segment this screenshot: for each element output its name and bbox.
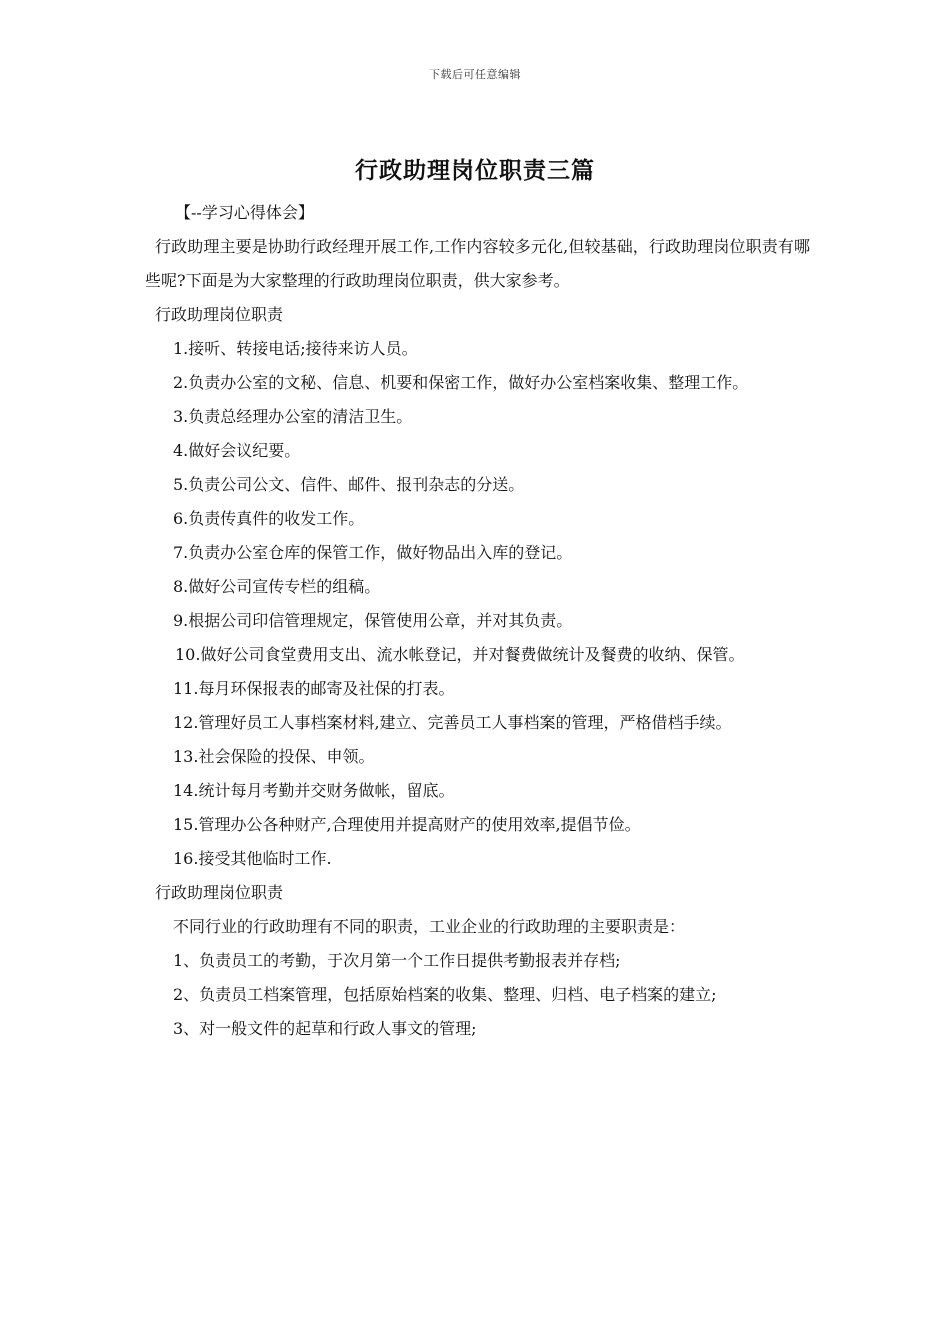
document-body [145,196,810,1046]
section-intro: 不同行业的行政助理有不同的职责，工业企业的行政助理的主要职责是： [173,917,686,936]
duty-item: 10.做好公司食堂费用支出、流水帐登记，并对餐费做统计及餐费的收纳、保管。 [175,645,745,664]
duty-item: 9.根据公司印信管理规定，保管使用公章，并对其负责。 [173,611,573,630]
duty-item: 6.负责传真件的收发工作。 [173,509,365,528]
duty-item: 11.每月环保报表的邮寄及社保的打表。 [173,679,455,698]
duty-item: 3、对一般文件的起草和行政人事文的管理; [173,1019,477,1038]
header-note: 下载后可任意编辑 [429,68,521,81]
document-title: 行政助理岗位职责三篇 [355,157,595,184]
duty-item: 1、负责员工的考勤，于次月第一个工作日提供考勤报表并存档; [173,951,621,970]
duty-item: 2、负责员工档案管理，包括原始档案的收集、整理、归档、电子档案的建立; [173,985,717,1004]
section-heading: 行政助理岗位职责 [155,883,284,902]
duty-item: 4.做好会议纪要。 [173,441,301,460]
duty-item: 7.负责办公室仓库的保管工作，做好物品出入库的登记。 [173,543,573,562]
duty-item: 8.做好公司宣传专栏的组稿。 [173,577,381,596]
duty-item: 5.负责公司公文、信件、邮件、报刊杂志的分送。 [173,475,525,494]
duty-item: 1.接听、转接电话;接待来访人员。 [173,339,418,358]
duty-item: 15.管理办公各种财产,合理使用并提高财产的使用效率,提倡节俭。 [173,815,641,834]
intro-paragraph: 行政助理主要是协助行政经理开展工作,工作内容较多元化,但较基础，行政助理岗位职责有哪些呢?下面是为大家整理的行政助理岗位职责，供大家参考。 [145,237,810,290]
section-label: 【--学习心得体会】 [175,203,314,222]
duty-item: 14.统计每月考勤并交财务做帐，留底。 [173,781,455,800]
duty-item: 3.负责总经理办公室的清洁卫生。 [173,407,413,426]
duty-item: 13.社会保险的投保、申领。 [173,747,375,766]
section-heading: 行政助理岗位职责 [155,305,284,324]
duty-item: 2.负责办公室的文秘、信息、机要和保密工作，做好办公室档案收集、整理工作。 [173,373,749,392]
duty-item: 16.接受其他临时工作. [173,849,332,868]
duty-item: 12.管理好员工人事档案材料,建立、完善员工人事档案的管理，严格借档手续。 [173,713,732,732]
